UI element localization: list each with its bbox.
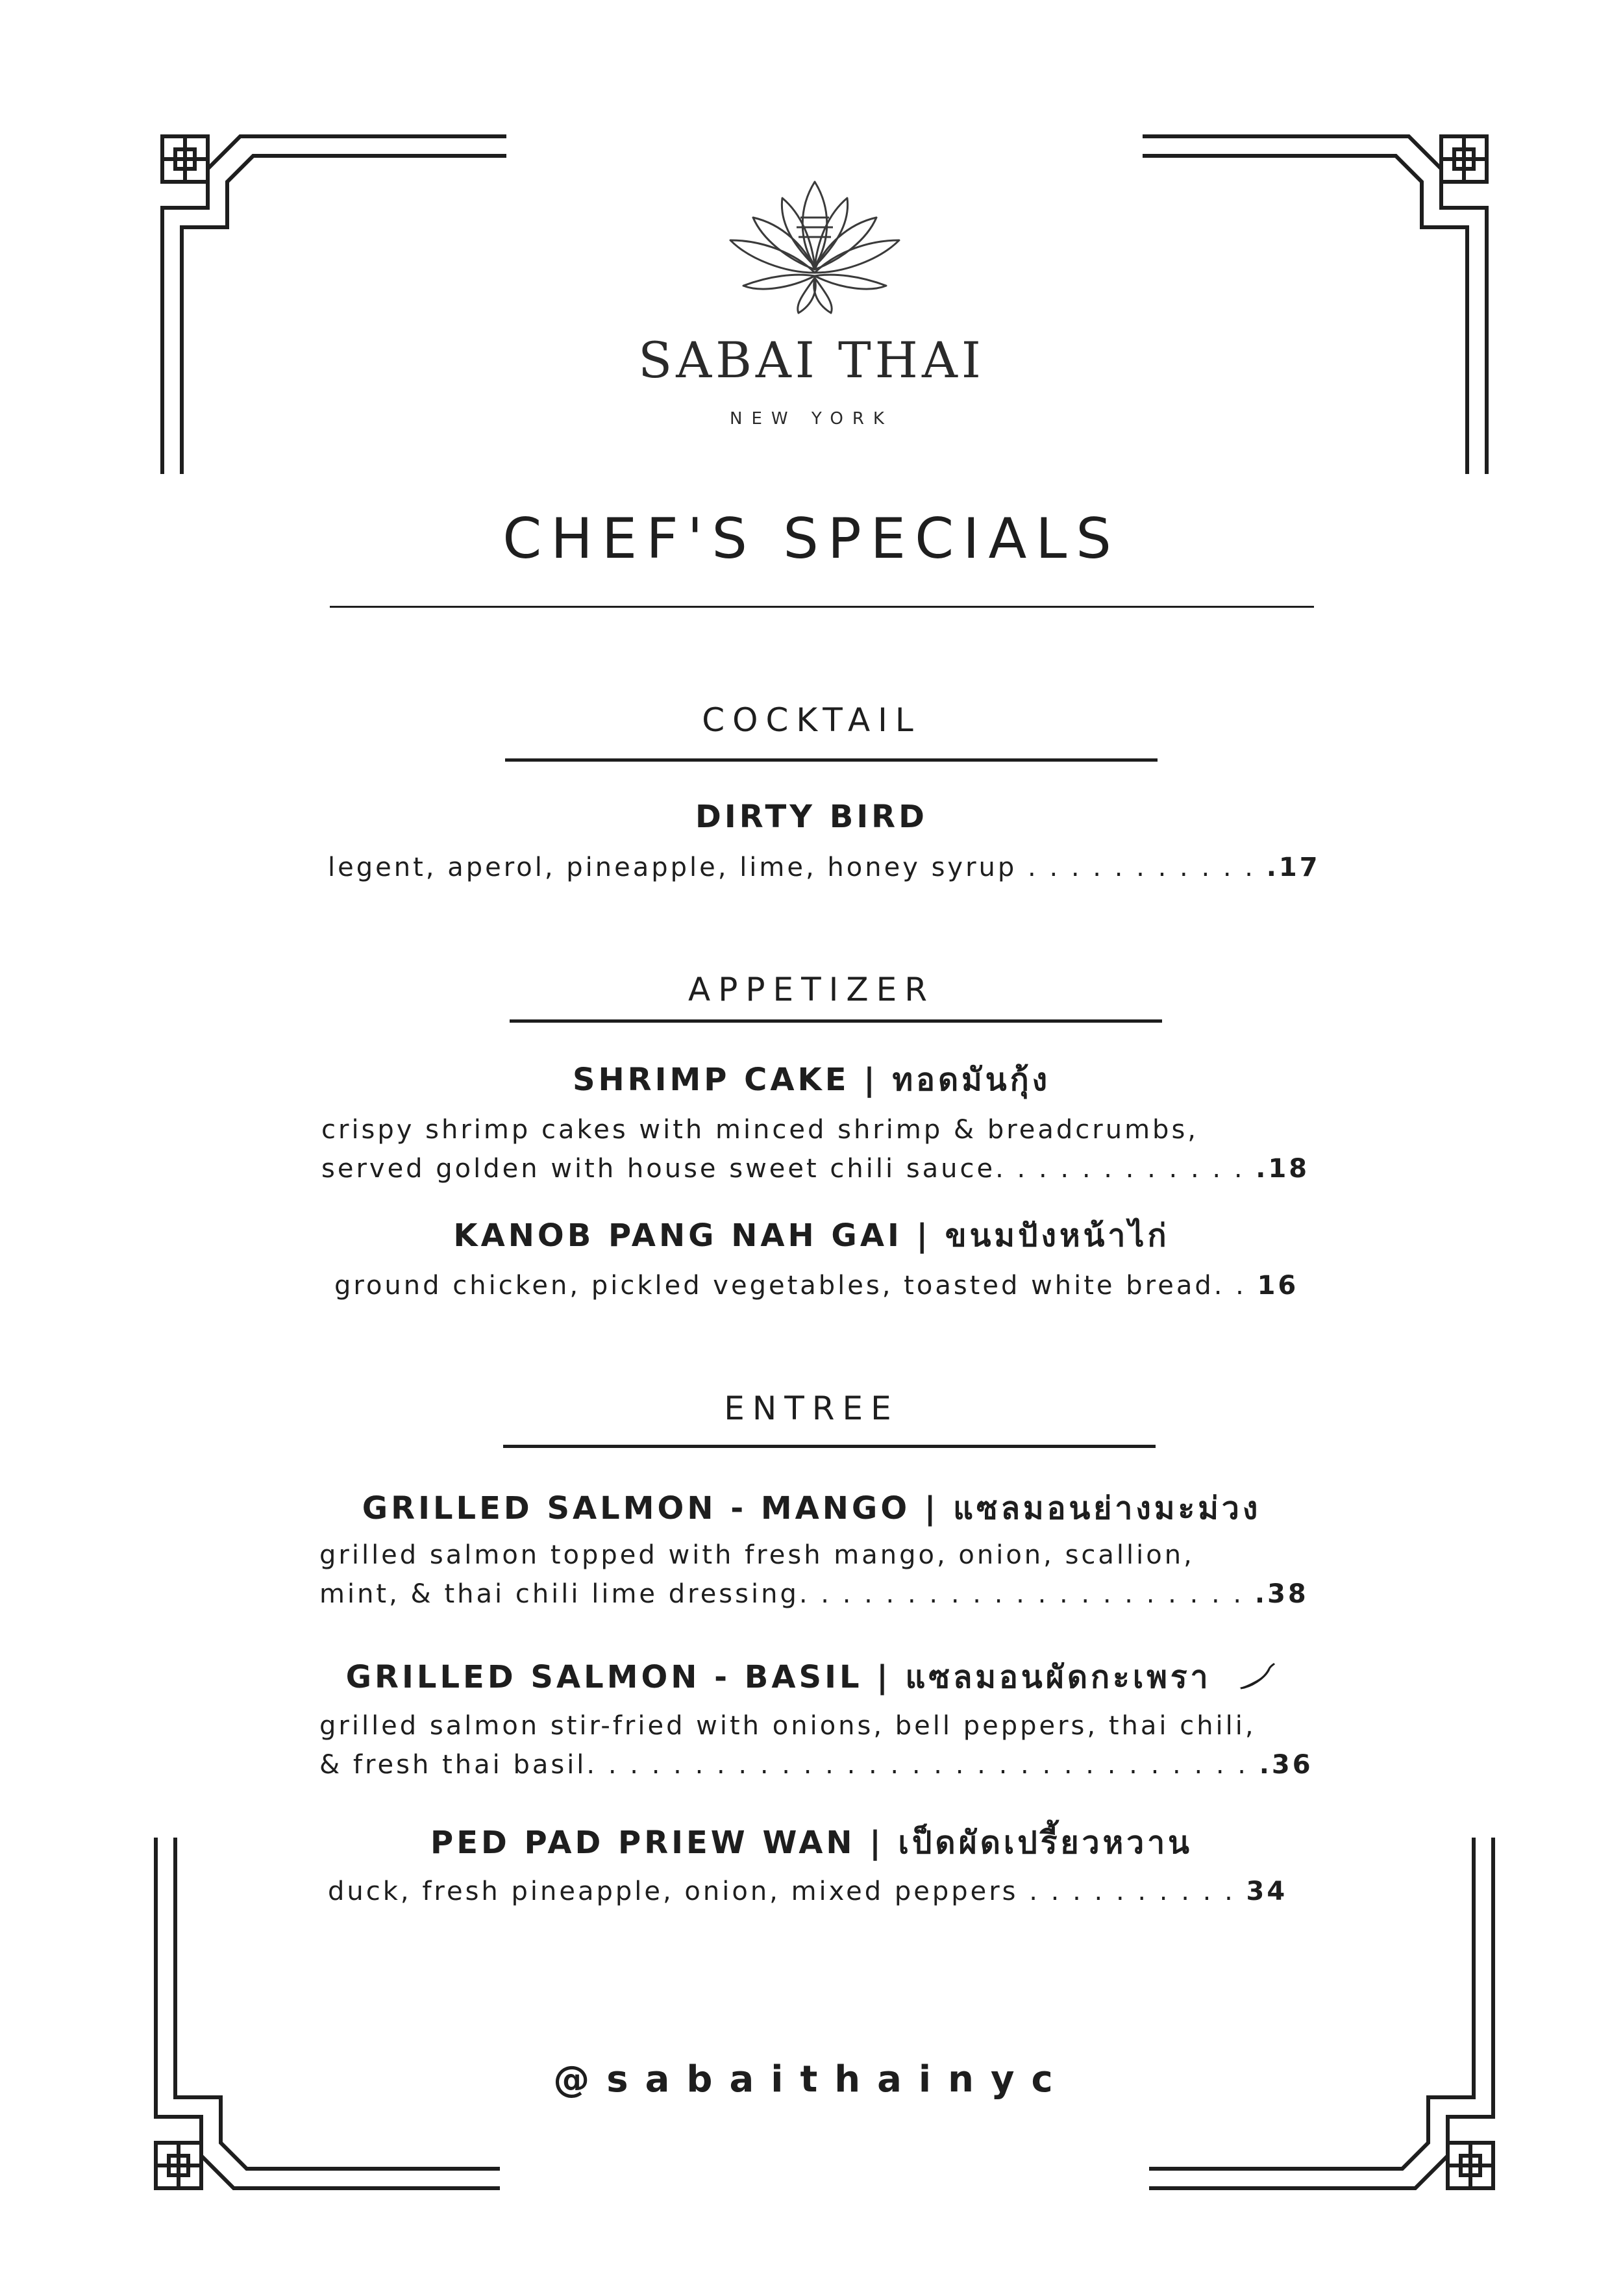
menu-item-name: PED PAD PRIEW WAN | เป็ดผัดเปรี้ยวหวาน bbox=[430, 1825, 1193, 1861]
menu-item-price: .36 bbox=[1259, 1750, 1313, 1780]
menu-item-price: 16 bbox=[1257, 1271, 1299, 1301]
section-divider bbox=[510, 1019, 1162, 1023]
menu-item-description: & fresh thai basil. . . . . . . . . . . . . . . . . . . . . . . . . . . . . . . .36 bbox=[319, 1750, 1313, 1780]
menu-item-price: .18 bbox=[1256, 1154, 1310, 1184]
menu-item-description: grilled salmon topped with fresh mango, onion, scallion, bbox=[319, 1540, 1195, 1570]
section-heading-cocktail: COCKTAIL bbox=[702, 701, 921, 739]
section-heading-entree: ENTREE bbox=[724, 1390, 899, 1427]
lotus-icon bbox=[724, 169, 906, 318]
menu-item-price: .17 bbox=[1266, 853, 1320, 882]
menu-item-description: mint, & thai chili lime dressing. . . . . . . . . . . . . . . . . . . . . .38 bbox=[319, 1579, 1309, 1609]
menu-item-description: grilled salmon stir-fried with onions, bell peppers, thai chili, bbox=[319, 1711, 1256, 1741]
menu-item-name: DIRTY BIRD bbox=[695, 799, 928, 835]
menu-item-name: KANOB PANG NAH GAI | ขนมปังหน้าไก่ bbox=[453, 1217, 1170, 1254]
menu-item-description: crispy shrimp cakes with minced shrimp & breadcrumbs, bbox=[321, 1115, 1199, 1145]
menu-item-name: GRILLED SALMON - MANGO | แซลมอนย่างมะม่วง bbox=[362, 1490, 1261, 1527]
menu-item-name: GRILLED SALMON - BASIL | แซลมอนผัดกะเพรา bbox=[0, 1653, 1623, 1702]
menu-item-name: SHRIMP CAKE | ทอดมันกุ้ง bbox=[572, 1062, 1051, 1098]
menu-item-description: duck, fresh pineapple, onion, mixed peppers . . . . . . . . . . 34 bbox=[328, 1877, 1288, 1906]
page-title: CHEF'S SPECIALS bbox=[502, 506, 1121, 571]
social-handle[interactable]: @sabaithainyc bbox=[553, 2058, 1070, 2101]
chili-pepper-icon bbox=[1237, 1660, 1277, 1699]
menu-item-price: 34 bbox=[1246, 1877, 1288, 1906]
menu-item-description: served golden with house sweet chili sauce. . . . . . . . . . . . .18 bbox=[321, 1154, 1310, 1184]
menu-item-description: legent, aperol, pineapple, lime, honey syrup . . . . . . . . . . . .17 bbox=[328, 853, 1320, 882]
section-divider bbox=[505, 758, 1158, 762]
brand-name: SABAI THAI bbox=[638, 331, 985, 389]
menu-item-price: .38 bbox=[1254, 1579, 1309, 1609]
title-divider bbox=[330, 606, 1314, 608]
section-divider bbox=[503, 1445, 1156, 1448]
menu-item-description: ground chicken, pickled vegetables, toasted white bread. . 16 bbox=[334, 1271, 1299, 1301]
section-heading-appetizer: APPETIZER bbox=[688, 971, 935, 1008]
brand-location: NEW YORK bbox=[730, 409, 893, 429]
